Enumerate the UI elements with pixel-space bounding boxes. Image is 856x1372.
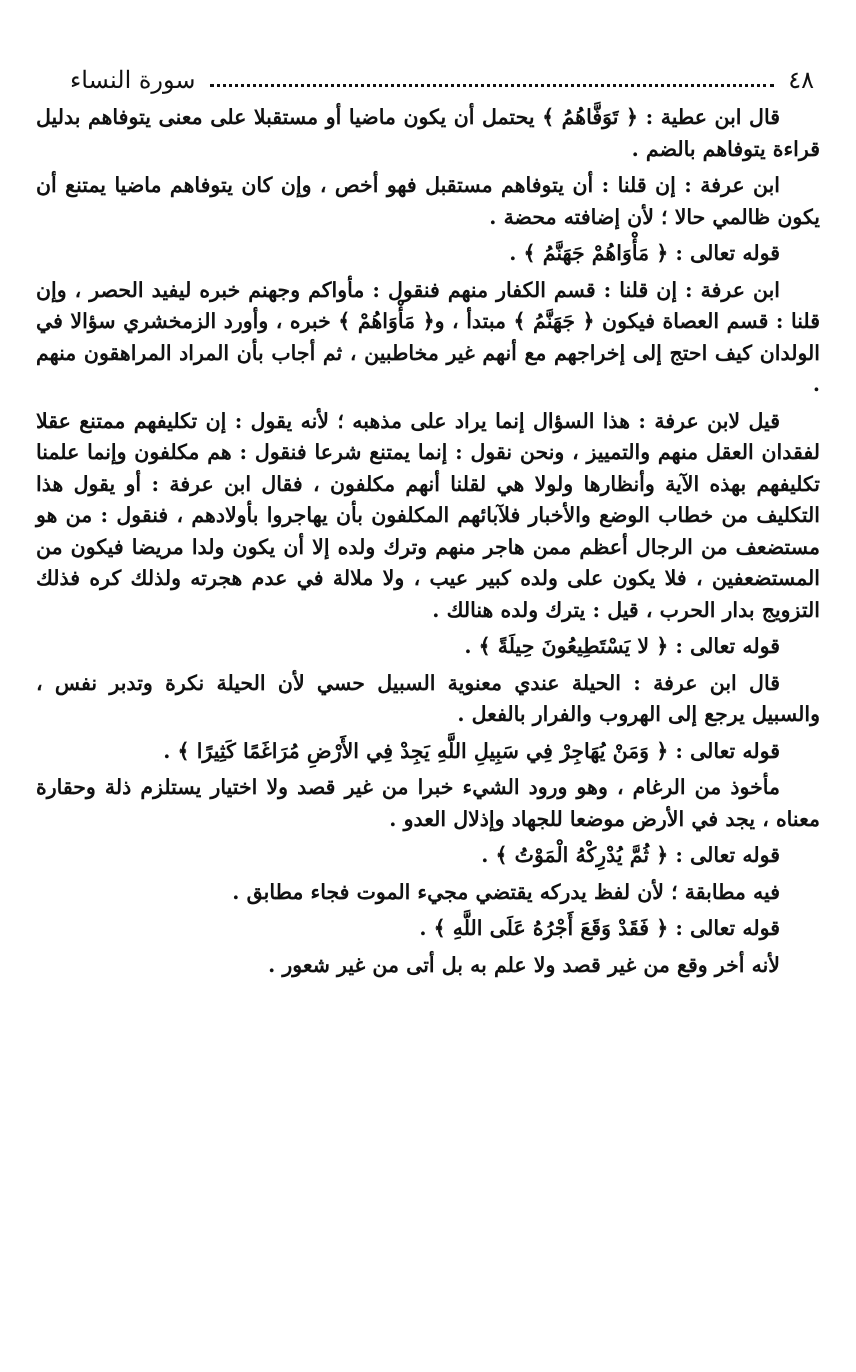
paragraph: ابن عرفة : إن قلنا : أن يتوفاهم مستقبل فهو أخص ، وإن كان يتوفاهم ماضيا يمتنع أن يكون ظالمي حالا ؛ لأن إضافته محضة . <box>36 173 820 229</box>
paragraph: ابن عرفة : إن قلنا : قسم الكفار منهم فنقول : مأواكم وجهنم خبره ليفيد الحصر ، وإن قلنا : قسم العصاة فيكون ﴿ جَهَنَّمُ ﴾ مبتدأ ، و﴿ مَأْوَاهُمْ ﴾ خبره ، وأورد الزمخشري سؤالا في الولدان كيف احتج إلى إخراجهم مع أنهم غير مخاطبين ، ثم أجاب بأن المراد المراهقون منهم . <box>36 277 820 396</box>
paragraph: قوله تعالى : ﴿ مَأْوَاهُمْ جَهَنَّمُ ﴾ . <box>509 241 780 265</box>
surah-title: سورة النساء <box>70 66 196 94</box>
paragraph: قال ابن عطية : ﴿ تَوَفَّاهُمُ ﴾ يحتمل أن يكون ماضيا أو مستقبلا على معنى يتوفاهم بدليل قراءة يتوفاهم بالضم . <box>36 105 820 161</box>
paragraph: لأنه أخر وقع من غير قصد ولا علم به بل أتى من غير شعور . <box>268 952 780 977</box>
paragraph: قال ابن عرفة : الحيلة عندي معنوية السبيل حسي لأن الحيلة نكرة وتدبر نفس ، والسبيل يرجع إلى الهروب والفرار بالفعل . <box>36 670 820 726</box>
paragraph: قوله تعالى : ﴿ فَقَدْ وَقَعَ أَجْرُهُ عَلَى اللَّهِ ﴾ . <box>419 916 780 940</box>
paragraph: فيه مطابقة ؛ لأن لفظ يدركه يقتضي مجيء الموت فجاء مطابق . <box>232 879 780 904</box>
paragraph: قوله تعالى : ﴿ لا يَسْتَطِيعُونَ حِيلَةً ﴾ . <box>464 634 780 658</box>
paragraph: مأخوذ من الرغام ، وهو ورود الشيء خبرا من غير قصد ولا اختيار يستلزم ذلة وحقارة معناه ، يجد في الأرض موضعا للجهاد وإذلال العدو . <box>36 775 820 831</box>
page-header <box>70 58 814 102</box>
page-number: ٤٨ <box>788 66 814 94</box>
paragraph: قوله تعالى : ﴿ وَمَنْ يُهَاجِرْ فِي سَبِيلِ اللَّهِ يَجِدْ فِي الأَرْضِ مُرَاغَمًا كَثِيرًا ﴾ . <box>163 738 780 763</box>
paragraph: قيل لابن عرفة : هذا السؤال إنما يراد على مذهبه ؛ لأنه يقول : إن تكليفهم ممتنع عقلا لفقدان العقل منهم والتمييز ، ونحن نقول : إنما يمتنع شرعا فنقول : هم مكلفون وإنما علمنا تكليفهم بهذه الآية وأنظارها ولولا هي لقلنا أنهم مكلفون ، فقال ابن عرفة : أو يقول هذا التكليف من خطاب الوضع والأخبار فلآبائهم المكلفون بأن يهاجروا بأولادهم ، فنقول : من هو مستضعف من الرجال أعظم ممن هاجر منهم وترك ولده إلا أن يكون ولدا مريضا فيكون من المستضعفين ، فلا يكون على ولده كبير عيب ، ولا ملالة في عدم هجرته ولذلك كره فذلك التزويج بدار الحرب ، قيل : يترك ولده هنالك . <box>36 408 820 622</box>
body-text <box>36 102 820 986</box>
paragraph: قوله تعالى : ﴿ ثُمَّ يُدْرِكْهُ الْمَوْتُ ﴾ . <box>481 843 780 867</box>
header-dotted-rule <box>210 84 775 87</box>
